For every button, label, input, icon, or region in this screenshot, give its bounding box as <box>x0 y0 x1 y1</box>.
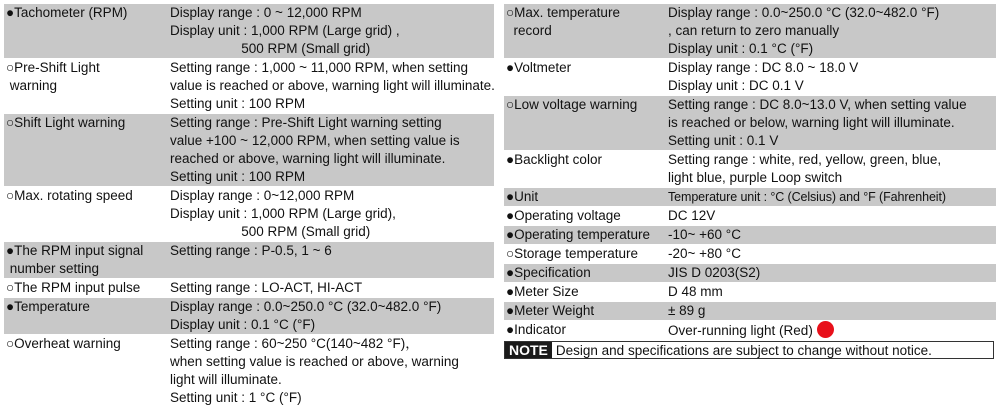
spec-value-line: value +100 ~ 12,000 RPM, when setting value is <box>170 133 460 148</box>
spec-label <box>4 335 166 407</box>
spec-value-line: Display unit : 0.1 °C (°F) <box>170 317 316 332</box>
spec-label <box>4 59 166 113</box>
filled-bullet-icon: ● <box>506 208 515 223</box>
spec-value-line: -10~ +60 °C <box>668 227 741 242</box>
spec-label-text: Operating temperature <box>514 227 650 242</box>
spec-row <box>504 188 996 207</box>
spec-label-text: Storage temperature <box>514 246 638 261</box>
spec-label-text: warning <box>6 78 58 93</box>
spec-value <box>166 187 494 241</box>
spec-value-line: when setting value is reached or above, warning <box>170 354 459 369</box>
hollow-bullet-icon: ○ <box>6 115 15 130</box>
spec-label <box>4 4 166 58</box>
spec-label <box>504 245 664 263</box>
spec-row <box>504 4 996 59</box>
spec-label-text: Meter Weight <box>514 303 595 318</box>
spec-label <box>504 302 664 320</box>
filled-bullet-icon: ● <box>6 243 15 258</box>
spec-value-line: , can return to zero manually <box>668 23 840 38</box>
spec-row <box>504 283 996 302</box>
spec-label-text: Max. temperature <box>514 5 620 20</box>
spec-value-line: 500 RPM (Small grid) <box>170 224 371 239</box>
spec-label-text: Max. rotating speed <box>14 188 133 203</box>
spec-value-line: Setting range : 60~250 °C(140~482 °F)， <box>170 336 419 351</box>
spec-value-line: Display unit : 0.1 °C (°F) <box>668 41 814 56</box>
spec-label-text: The RPM input pulse <box>14 280 141 295</box>
spec-table-right <box>504 4 996 341</box>
spec-value <box>664 188 996 206</box>
spec-label <box>504 226 664 244</box>
spec-row <box>504 207 996 226</box>
spec-value <box>664 321 996 340</box>
spec-row <box>504 151 996 188</box>
spec-label-text: Overheat warning <box>14 336 121 351</box>
spec-value <box>664 264 996 282</box>
spec-value-line: D 48 mm <box>668 284 723 299</box>
spec-label-text: Voltmeter <box>514 60 572 75</box>
spec-value <box>166 298 494 334</box>
hollow-bullet-icon: ○ <box>6 60 15 75</box>
spec-value-line: Display unit : 1,000 RPM (Large grid), <box>170 206 396 221</box>
spec-value-line: DC 12V <box>668 208 716 223</box>
filled-bullet-icon: ● <box>506 227 515 242</box>
spec-value-line: Setting range : P-0.5, 1 ~ 6 <box>170 243 332 258</box>
spec-row <box>4 4 494 59</box>
spec-value-line: Display range : 0.0~250.0 °C (32.0~482.0 °F) <box>668 5 940 20</box>
spec-value-line: Setting unit : 100 RPM <box>170 96 306 111</box>
spec-label <box>504 264 664 282</box>
spec-value-line: Display range : 0~12,000 RPM <box>170 188 355 203</box>
filled-bullet-icon: ● <box>506 189 515 204</box>
spec-label-text: Tachometer (RPM) <box>14 5 128 20</box>
spec-value <box>166 242 494 278</box>
spec-value-line: Display range : 0.0~250.0 °C (32.0~482.0 °F) <box>170 299 442 314</box>
spec-value <box>166 279 494 297</box>
spec-label <box>504 207 664 225</box>
hollow-bullet-icon: ○ <box>6 336 15 351</box>
spec-row <box>504 321 996 341</box>
spec-value-line: Over-running light (Red) <box>668 323 813 338</box>
spec-label-text: Pre-Shift Light <box>14 60 100 75</box>
spec-value-line: light blue, purple Loop switch <box>668 170 843 185</box>
spec-label-text: Shift Light warning <box>14 115 126 130</box>
note-box <box>504 341 994 359</box>
spec-table-left <box>4 4 494 408</box>
spec-label <box>504 188 664 206</box>
spec-value-line: Setting unit : 1 °C (°F) <box>170 390 302 405</box>
spec-value-line: Display unit : 1,000 RPM (Large grid) , <box>170 23 400 38</box>
spec-value-line: Display unit : DC 0.1 V <box>668 78 804 93</box>
spec-row <box>4 114 494 187</box>
hollow-bullet-icon: ○ <box>506 97 515 112</box>
filled-bullet-icon: ● <box>506 60 515 75</box>
filled-bullet-icon: ● <box>506 265 515 280</box>
spec-value-line: -20~ +80 °C <box>668 246 741 261</box>
spec-value-line: Display range : 0 ~ 12,000 RPM <box>170 5 362 20</box>
filled-bullet-icon: ● <box>6 5 15 20</box>
spec-value-line: Setting range : LO-ACT, HI-ACT <box>170 280 363 295</box>
spec-label-text: Backlight color <box>514 152 602 167</box>
spec-value <box>664 151 996 187</box>
spec-row <box>504 245 996 264</box>
spec-row <box>4 242 494 279</box>
spec-label-text: Meter Size <box>514 284 579 299</box>
filled-bullet-icon: ● <box>506 303 515 318</box>
spec-label <box>4 242 166 278</box>
spec-label-text: Low voltage warning <box>514 97 638 112</box>
spec-value <box>166 335 494 407</box>
spec-label <box>504 96 664 150</box>
spec-value-line: Setting range : 1,000 ~ 11,000 RPM, when setting <box>170 60 469 75</box>
note-badge: NOTE <box>505 342 552 358</box>
spec-label <box>4 298 166 334</box>
spec-value-line: Temperature unit : °C (Celsius) and °F (Fahrenheit) <box>668 190 946 204</box>
spec-label <box>4 114 166 186</box>
spec-value <box>664 226 996 244</box>
spec-label-text: Unit <box>514 189 539 204</box>
spec-value <box>664 283 996 301</box>
hollow-bullet-icon: ○ <box>506 5 515 20</box>
hollow-bullet-icon: ○ <box>6 280 15 295</box>
filled-bullet-icon: ● <box>6 299 15 314</box>
note-text: Design and specifications are subject to change without notice. <box>555 342 932 358</box>
spec-label-text: Operating voltage <box>514 208 621 223</box>
spec-label-text: Specification <box>514 265 591 280</box>
spec-row <box>504 59 996 96</box>
spec-label-text: number setting <box>6 261 100 276</box>
spec-label <box>504 151 664 187</box>
spec-value-line: 500 RPM (Small grid) <box>170 41 371 56</box>
spec-label-text: record <box>506 23 552 38</box>
spec-value <box>664 207 996 225</box>
spec-value <box>166 114 494 186</box>
spec-row <box>4 279 494 298</box>
spec-value <box>664 96 996 150</box>
spec-value-line: Display range : DC 8.0 ~ 18.0 V <box>668 60 859 75</box>
filled-bullet-icon: ● <box>506 152 515 167</box>
spec-value-line: Setting unit : 0.1 V <box>668 133 779 148</box>
spec-label <box>4 279 166 297</box>
red-indicator-dot-icon <box>817 321 834 338</box>
spec-value-line: value is reached or above, warning light will illuminate. <box>170 78 495 93</box>
spec-value-line: Setting range : DC 8.0~13.0 V, when setting value <box>668 97 967 112</box>
spec-label-text: The RPM input signal <box>14 243 144 258</box>
spec-row <box>504 302 996 321</box>
spec-value-line: Setting range : white, red, yellow, green, blue, <box>668 152 942 167</box>
hollow-bullet-icon: ○ <box>6 188 15 203</box>
spec-row <box>504 264 996 283</box>
spec-value <box>664 59 996 95</box>
spec-value-line: JIS D 0203(S2) <box>668 265 761 280</box>
spec-label <box>4 187 166 241</box>
spec-row <box>4 59 494 114</box>
spec-value-line: Setting unit : 100 RPM <box>170 169 306 184</box>
spec-row <box>4 187 494 242</box>
spec-label-text: Indicator <box>514 322 566 337</box>
spec-value <box>166 59 495 113</box>
spec-value-line: is reached or below, warning light will illuminate. <box>668 115 955 130</box>
spec-label <box>504 283 664 301</box>
spec-value-line: ± 89 g <box>668 303 706 318</box>
spec-value <box>166 4 494 58</box>
spec-label <box>504 4 664 58</box>
spec-label <box>504 59 664 95</box>
spec-value-line: Setting range : Pre-Shift Light warning setting <box>170 115 442 130</box>
spec-row <box>4 298 494 335</box>
spec-value <box>664 245 996 263</box>
filled-bullet-icon: ● <box>506 322 515 337</box>
spec-value <box>664 302 996 320</box>
spec-value <box>664 4 996 58</box>
hollow-bullet-icon: ○ <box>506 246 515 261</box>
spec-value-line: light will illuminate. <box>170 372 282 387</box>
spec-row <box>504 226 996 245</box>
filled-bullet-icon: ● <box>506 284 515 299</box>
spec-value-line: reached or above, warning light will illuminate. <box>170 151 446 166</box>
spec-label-text: Temperature <box>14 299 90 314</box>
spec-label <box>504 321 664 340</box>
spec-row <box>4 335 494 408</box>
spec-row <box>504 96 996 151</box>
